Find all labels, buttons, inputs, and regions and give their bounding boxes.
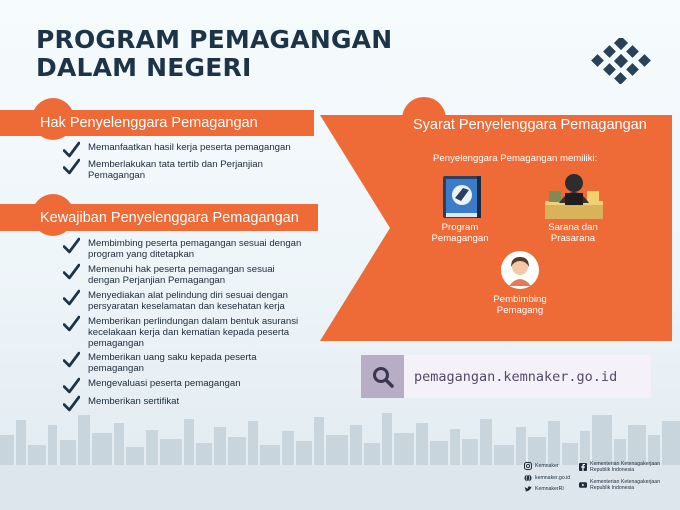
check-icon [63,289,80,306]
search-button[interactable] [361,355,404,398]
list-item: Membimbing peserta pemagangan sesuai dengan program yang ditetapkan [63,238,313,260]
list-item: Memberikan sertifikat [63,396,313,412]
hak-heading-bar [0,110,314,136]
footer-instagram[interactable]: Kemnaker [524,462,559,470]
check-icon [63,377,80,394]
kewajiban-heading-bar [0,204,318,231]
kemnaker-logo-icon [591,38,651,84]
syarat-subtitle: Penyelenggara Pemagangan memiliki: [433,153,598,164]
title-line-2: DALAM NEGERI [36,53,252,82]
check-icon [63,158,80,175]
check-icon [63,351,80,368]
footer-youtube[interactable]: Kementerian Ketenagakerjaan Republik Indonesia [579,479,660,491]
search-icon [371,365,395,389]
city-skyline [0,395,680,510]
sarana-prasarana-label: Sarana dan Prasarana [548,222,598,244]
workstation-icon [545,173,603,219]
program-pemagangan-label: Program Pemagangan [431,222,489,244]
book-icon [441,174,485,220]
website-search-bar[interactable] [361,355,651,398]
syarat-heading: Syarat Penyelenggara Pemagangan [413,117,647,133]
pembimbing-pemagang-label: Pembimbing Pemagang [493,294,547,316]
mentor-avatar-icon [500,250,540,290]
twitter-icon [524,485,532,493]
globe-icon [524,474,532,482]
kewajiban-heading: Kewajiban Penyelenggara Pemagangan [40,209,299,226]
hak-heading: Hak Penyelenggara Pemagangan [40,115,258,131]
instagram-icon [524,462,532,470]
list-item: Memberikan perlindungan dalam bentuk asuransi kecelakaan kerja dan kematian kepada peserta pemagangan [63,316,313,349]
check-icon [63,141,80,158]
facebook-icon [579,463,587,471]
check-icon [63,315,80,332]
footer-facebook[interactable]: Kementerian Ketenagakerjaan Republik Indonesia [579,461,660,473]
list-item: Mengevaluasi peserta pemagangan [63,378,313,394]
title-line-1: PROGRAM PEMAGANGAN [36,25,393,54]
website-url-field[interactable]: pemagangan.kemnaker.go.id [404,355,651,398]
list-item: Menyediakan alat pelindung diri sesuai dengan persyaratan keselamatan dan kesehatan kerja [63,290,313,312]
check-icon [63,237,80,254]
check-icon [63,263,80,280]
list-item: Memberlakukan tata tertib dan Perjanjian Pemagangan [63,159,313,181]
list-item: Memenuhi hak peserta pemagangan sesuai dengan Perjanjian Pemagangan [63,264,313,286]
page-title [36,26,392,82]
list-item: Memberikan uang saku kepada peserta pemagangan [63,352,313,374]
footer-web[interactable]: kemnaker.go.id [524,474,570,482]
list-item: Memanfaatkan hasil kerja peserta pemagangan [63,142,313,158]
footer-twitter[interactable]: KemnakerRI [524,485,564,493]
youtube-icon [579,481,587,489]
